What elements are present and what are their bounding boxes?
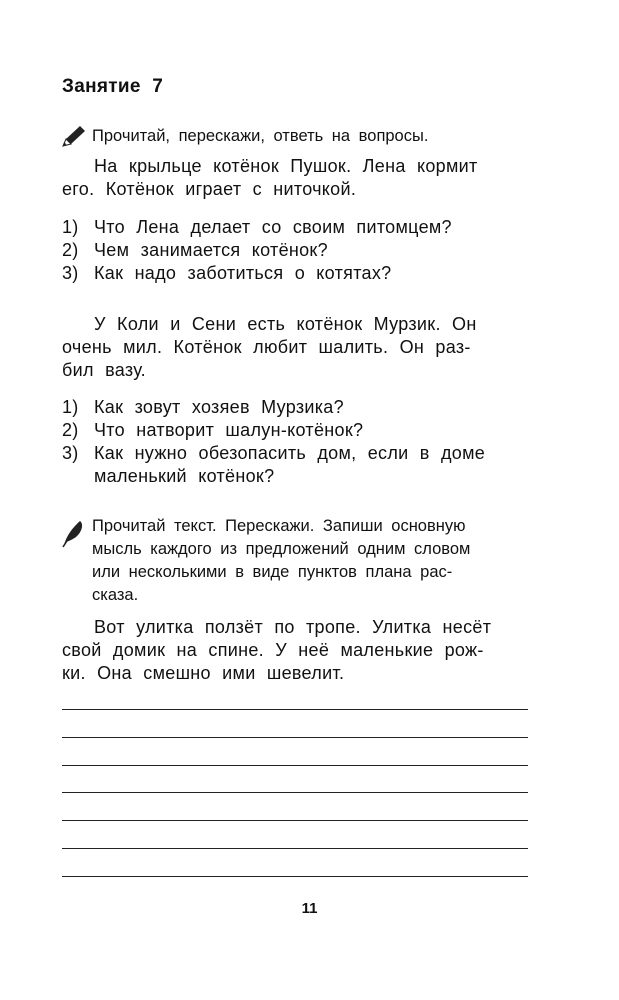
question-text: Что натворит шалун-котёнок? (94, 420, 364, 440)
task2-instruction (92, 515, 542, 607)
answer-line[interactable] (62, 848, 528, 849)
answer-line[interactable] (62, 709, 528, 710)
text-line: У Коли и Сени есть котёнок Мурзик. Он (94, 314, 477, 334)
text-line: очень мил. Котёнок любит шалить. Он раз- (62, 337, 471, 357)
instruction-line: сказа. (92, 586, 139, 604)
task1-questions2 (62, 396, 485, 488)
answer-line[interactable] (62, 765, 528, 766)
question-text: Как зовут хозяев Мурзика? (94, 397, 344, 417)
question-number: 1) (62, 217, 79, 237)
question-item-continuation (62, 465, 485, 488)
task1-text2 (62, 313, 542, 382)
text-line: бил вазу. (62, 360, 146, 380)
task1-instruction: Прочитай, перескажи, ответь на вопросы. (92, 127, 429, 145)
question-text: Как надо заботиться о котятах? (94, 263, 392, 283)
feather-icon (58, 518, 88, 548)
instruction-line: мысль каждого из предложений одним словом (92, 540, 471, 558)
answer-line[interactable] (62, 876, 528, 877)
instruction-line: Прочитай текст. Перескажи. Запиши основную (92, 517, 466, 535)
question-item (62, 216, 452, 239)
text-line: Вот улитка ползёт по тропе. Улитка несёт (94, 617, 492, 637)
question-number: 3) (62, 263, 79, 283)
text-line: ки. Она смешно ими шевелит. (62, 663, 345, 683)
page-title: Занятие 7 (62, 76, 164, 97)
text-line: свой домик на спине. У неё маленькие рож- (62, 640, 484, 660)
question-number: 2) (62, 420, 79, 440)
page-number: 11 (301, 900, 318, 917)
instruction-line: или несколькими в виде пунктов плана рас- (92, 563, 453, 581)
answer-line[interactable] (62, 792, 528, 793)
question-number: 1) (62, 397, 79, 417)
question-item (62, 419, 485, 442)
text-line: его. Котёнок играет с ниточкой. (62, 179, 357, 199)
task1-questions1 (62, 216, 452, 285)
answer-line[interactable] (62, 737, 528, 738)
pencil-icon (60, 124, 88, 148)
question-number: 3) (62, 443, 79, 463)
text-line: На крыльце котёнок Пушок. Лена кормит (94, 156, 478, 176)
question-number: 2) (62, 240, 79, 260)
task1-text1 (62, 155, 542, 201)
question-item (62, 396, 485, 419)
question-item (62, 239, 452, 262)
question-text: Как нужно обезопасить дом, если в доме (94, 443, 486, 463)
question-item (62, 442, 485, 465)
question-text: Что Лена делает со своим питомцем? (94, 217, 452, 237)
question-item (62, 262, 452, 285)
answer-line[interactable] (62, 820, 528, 821)
task2-text (62, 616, 542, 685)
question-text: маленький котёнок? (94, 466, 275, 486)
question-text: Чем занимается котёнок? (94, 240, 328, 260)
